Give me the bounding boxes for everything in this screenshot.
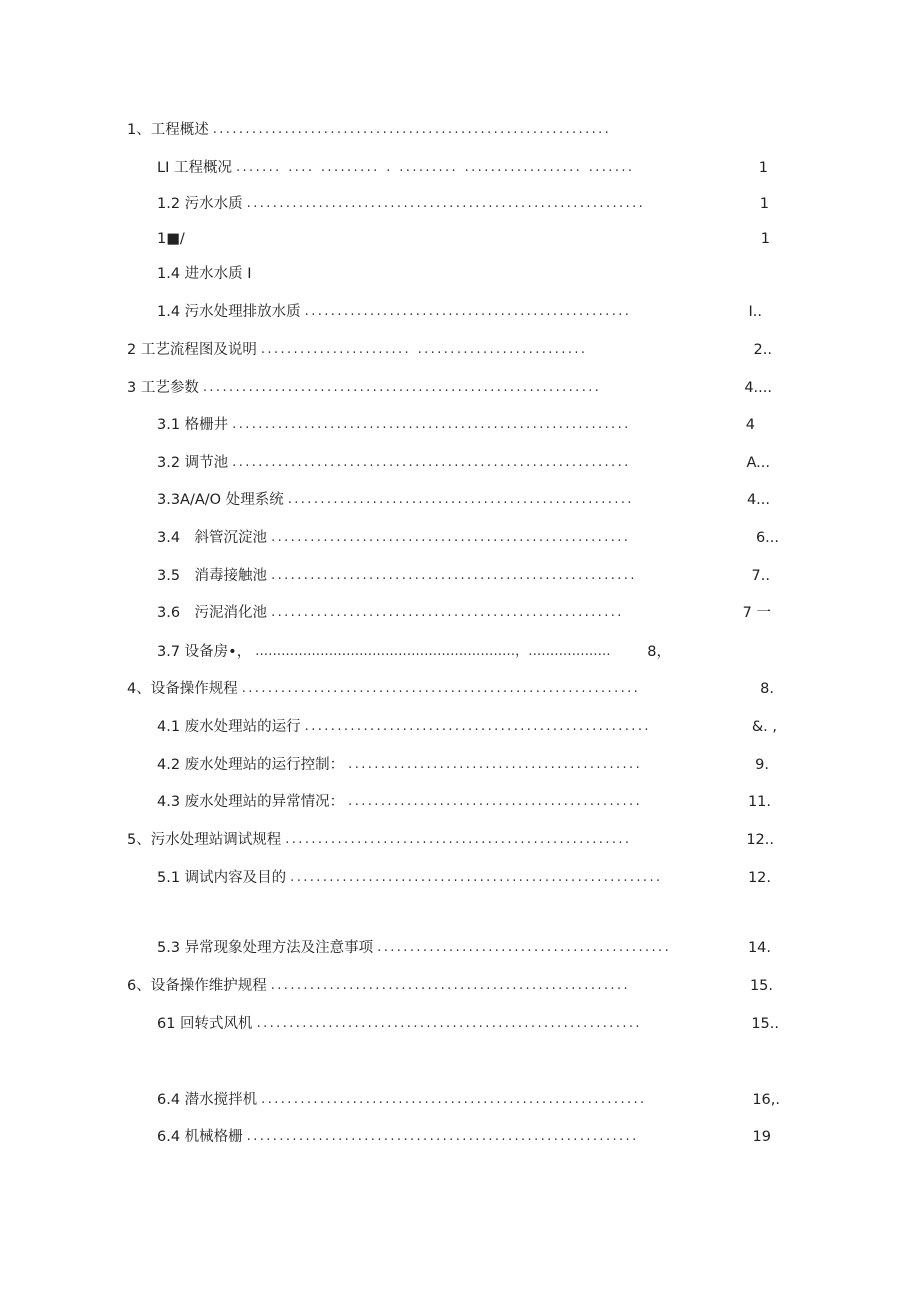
toc-entry-label: 6.4 潜水搅拌机 (157, 1092, 258, 1108)
toc-leader-dots: ............................................. (348, 757, 643, 772)
toc-entry-label: 1、工程概述 (127, 122, 209, 138)
toc-entry-label: 1.4 进水水质 I (157, 266, 252, 282)
toc-entry-label: 6、设备操作维护规程 (127, 978, 267, 994)
toc-entry-label: 5、污水处理站调试规程 (127, 832, 282, 848)
toc-leader-dots: ......................................................... (290, 870, 663, 885)
toc-entry (157, 936, 771, 960)
toc-page-number: 19 (752, 1129, 771, 1145)
toc-leader-dots: ....................... .......................... (260, 342, 588, 357)
toc-page-number: 4 (745, 417, 755, 433)
toc-entry-label: 3.3A/A/O 处理系统 (157, 492, 284, 508)
toc-page-number: 2.. (753, 342, 772, 358)
toc-leader-dots: ........................................................... (256, 1016, 642, 1031)
toc-entry (157, 640, 671, 664)
toc-leader-dots: ............................................. (348, 794, 643, 809)
toc-leader-dots: ............................................................. (212, 122, 612, 137)
toc-leader-dots: ..................................................... (304, 719, 651, 734)
toc-entry (127, 828, 774, 852)
toc-entry-label: 1.4 污水处理排放水质 (157, 304, 301, 320)
toc-page-number: 1 (758, 160, 768, 176)
toc-page-number: 16,. (752, 1092, 780, 1108)
toc-entry (157, 526, 779, 550)
toc-entry (127, 118, 752, 142)
toc-entry-label: 3.2 调节池 (157, 455, 229, 471)
toc-entry (157, 227, 770, 251)
toc-entry (157, 1125, 771, 1149)
toc-entry (157, 715, 777, 739)
toc-entry-label: 3.5 消毒接触池 (157, 568, 268, 584)
toc-page-number: 12. (747, 870, 771, 886)
toc-page-number: 1 (760, 231, 770, 247)
toc-page-number: 7.. (751, 568, 770, 584)
toc-leader-dots: ....... .... ......... . ......... .................. ....... (235, 160, 635, 175)
toc-entry (157, 413, 755, 437)
toc-leader-dots: ....................................................... (270, 978, 631, 993)
toc-entry-label: LI 工程概况 (157, 160, 232, 176)
toc-entry (127, 338, 772, 362)
toc-page-number: A... (746, 455, 770, 471)
toc-entry (157, 300, 762, 324)
toc-entry (157, 262, 457, 286)
toc-page-number: 14. (747, 940, 771, 956)
toc-entry (157, 1088, 780, 1112)
toc-page-number: 4.... (744, 380, 772, 396)
toc-leader-dots: ............................................. (377, 940, 672, 955)
toc-entry (157, 601, 771, 625)
toc-page-number: I.. (748, 304, 762, 320)
toc-page-number: 12.. (746, 832, 774, 848)
toc-leader-dots: ........................................................... (261, 1092, 647, 1107)
toc-entry (127, 376, 772, 400)
toc-leader-dots: ...................................................... (271, 605, 624, 620)
toc-entry (157, 1012, 779, 1036)
toc-entry (127, 677, 774, 701)
toc-entry-label: 5.3 异常现象处理方法及注意事项 (157, 940, 374, 956)
toc-entry (157, 790, 771, 814)
toc-entry (157, 866, 771, 890)
toc-entry (157, 451, 770, 475)
toc-leader-dots: ............................................................. (232, 417, 631, 432)
toc-entry (157, 192, 769, 216)
toc-entry (127, 974, 773, 998)
toc-page-number: 15.. (751, 1016, 779, 1032)
toc-page-number: 4... (746, 492, 770, 508)
toc-entry-label: 6.4 机械格栅 (157, 1129, 243, 1145)
toc-entry (157, 156, 768, 180)
toc-entry-label: 61 回转式风机 (157, 1016, 253, 1032)
toc-entry-label: 3.1 格栅井 (157, 417, 229, 433)
toc-entry (157, 564, 770, 588)
toc-page-number: 9. (755, 757, 769, 773)
toc-page-number: 8， (647, 644, 671, 660)
toc-leader-dots: ............................................................，................... (255, 644, 611, 659)
toc-page-number: 11. (747, 794, 771, 810)
toc-leader-dots: .................................................. (304, 304, 632, 319)
toc-leader-dots: ..................................................... (285, 832, 632, 847)
toc-page-number: 7 一 (742, 605, 771, 621)
toc-entry-label: 1■/ (157, 231, 185, 247)
toc-entry-label: 3.7 设备房•， (157, 644, 252, 660)
toc-entry-label: 3 工艺参数 (127, 380, 199, 396)
toc-entry-label: 2 工艺流程图及说明 (127, 342, 257, 358)
toc-page-number: 6... (755, 530, 779, 546)
toc-leader-dots: ........................................................ (271, 568, 637, 583)
toc-leader-dots: ............................................................. (241, 681, 641, 696)
toc-leader-dots: ..................................................... (287, 492, 634, 507)
toc-page-number: 1 (759, 196, 769, 212)
toc-entry (157, 488, 770, 512)
toc-leader-dots: ....................................................... (271, 530, 631, 545)
toc-leader-dots: ............................................................ (246, 1129, 639, 1144)
toc-leader-dots: ............................................................. (246, 196, 646, 211)
toc-page-number: &. , (751, 719, 777, 735)
toc-entry (157, 753, 769, 777)
toc-entry-label: 4.3 废水处理站的异常情况： (157, 794, 345, 810)
toc-entry-label: 5.1 调试内容及目的 (157, 870, 287, 886)
toc-entry-label: 4.2 废水处理站的运行控制： (157, 757, 345, 773)
toc-entry-label: 3.6 污泥消化池 (157, 605, 268, 621)
toc-entry-label: 1.2 污水水质 (157, 196, 243, 212)
toc-page-number: 15. (749, 978, 773, 994)
toc-page-number: 8. (760, 681, 774, 697)
toc-entry-label: 4、设备操作规程 (127, 681, 238, 697)
toc-entry-label: 3.4 斜管沉淀池 (157, 530, 268, 546)
toc-entry-label: 4.1 废水处理站的运行 (157, 719, 301, 735)
toc-leader-dots: ............................................................. (202, 380, 602, 395)
toc-leader-dots: ............................................................. (232, 455, 631, 470)
